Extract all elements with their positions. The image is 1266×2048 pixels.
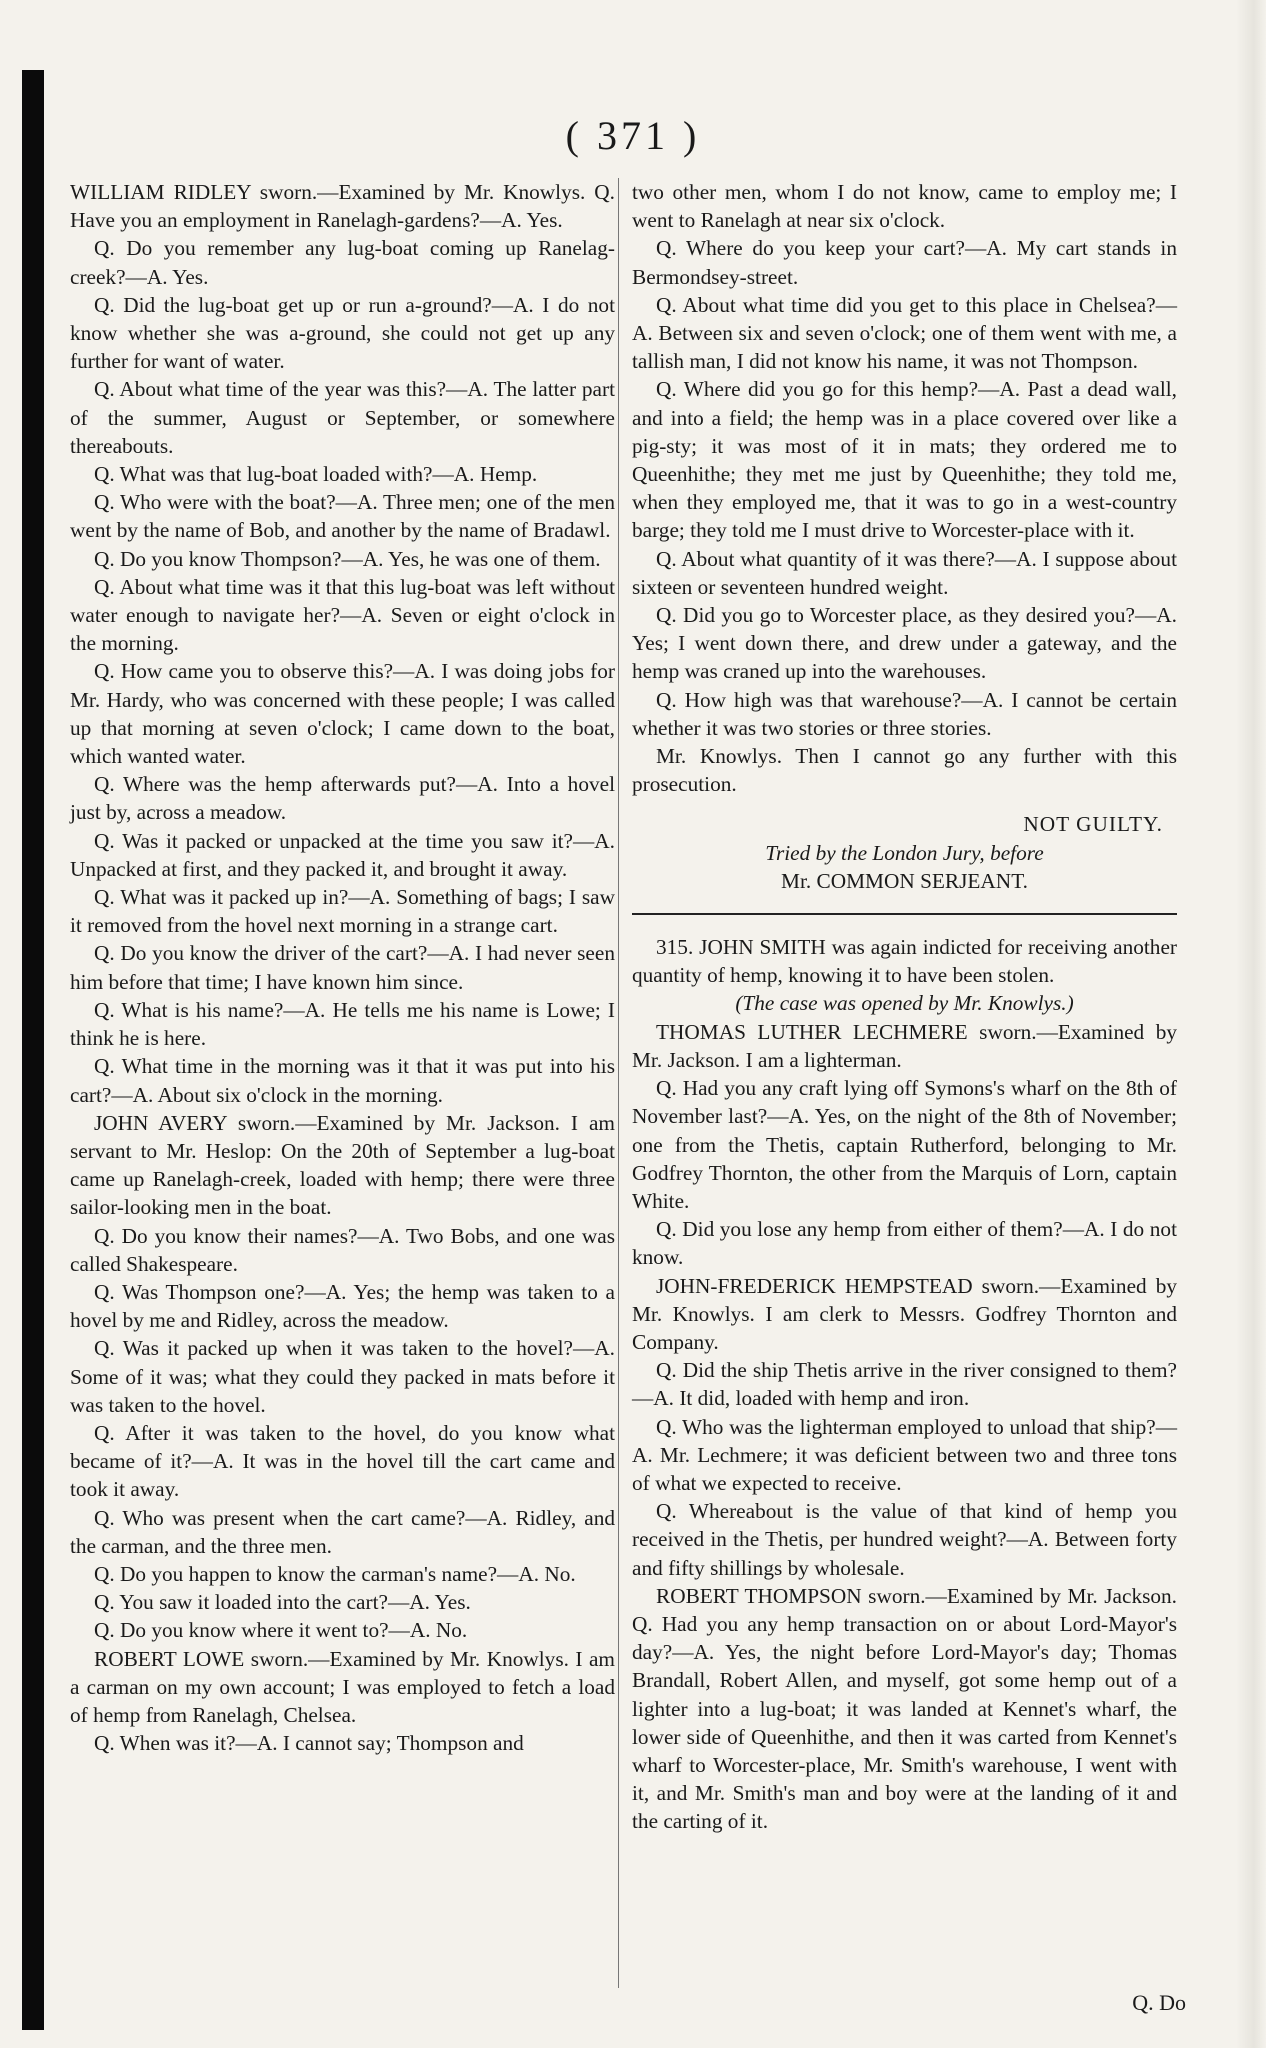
paragraph: Q. Do you remember any lug-boat coming up Ranelag-creek?—A. Yes. xyxy=(70,236,615,289)
page-number: ( 371 ) xyxy=(565,113,701,158)
paragraph: Q. Was Thompson one?—A. Yes; the hemp was taken to a hovel by me and Ridley, across the meadow. xyxy=(70,1279,615,1333)
paragraph: JOHN-FREDERICK HEMPSTEAD sworn.—Examined by Mr. Knowlys. I am clerk to Messrs. Godfrey Thornton and Company. xyxy=(632,1273,1177,1354)
paragraph: Q. About what time did you get to this place in Chelsea?—A. Between six and seven o'clock; one of them went with me, a tallish man, I did not know his name, it was not Thompson. xyxy=(632,292,1177,374)
paragraph: Q. Who were with the boat?—A. Three men; one of the men went by the name of Bob, and another by the name of Bradawl. xyxy=(70,490,615,543)
paragraph: Q. When was it?—A. I cannot say; Thompson and xyxy=(94,1731,524,1756)
paragraph: Q. After it was taken to the hovel, do you know what became of it?—A. It was in the hovel till the cart came and took it away. xyxy=(70,1420,615,1502)
verdict: NOT GUILTY. xyxy=(1023,812,1163,837)
paragraph: Q. About what quantity of it was there?—A. I suppose about sixteen or seventeen hundred weight. xyxy=(632,546,1177,599)
paragraph: Q. How came you to observe this?—A. I was doing jobs for Mr. Hardy, who was concerned with these people; I was called up that morning at seven o'clock; I came down to the boat, which wanted water. xyxy=(70,659,615,769)
paragraph: Mr. Knowlys. Then I cannot go any further with this prosecution. xyxy=(632,744,1177,797)
paragraph: WILLIAM RIDLEY sworn.—Examined by Mr. Knowlys. Q. Have you an employment in Ranelagh-gardens?—A. Yes. xyxy=(70,180,615,233)
paragraph: Q. Where did you go for this hemp?—A. Past a dead wall, and into a field; the hemp was in a place covered over like a pig-sty; it was most of it in mats; they ordered me to Queenhithe; they met me just by Queenhithe; they told me, when they employed me, that it was to go in a west-country barge; they told me I must drive to Worcester-place with it. xyxy=(632,377,1177,543)
paragraph: Q. Where was the hemp afterwards put?—A. Into a hovel just by, across a meadow. xyxy=(70,772,615,825)
paragraph: Q. Did the lug-boat get up or run a-ground?—A. I do not know whether she was a-ground, she could not get up any further for want of water. xyxy=(70,292,615,374)
paragraph: ROBERT THOMPSON sworn.—Examined by Mr. Jackson. Q. Had you any hemp transaction on or about Lord-Mayor's day?—A. Yes, the night before Lord-Mayor's day; Thomas Brandall, Robert Allen, and myself, got some hemp out of a lighter into a lug-boat; it was landed at Kennet's wharf, the lower side of Queenhithe, and then it was carted from Kennet's wharf to Worcester-place, Mr. Smith's warehouse, I went with it, and Mr. Smith's man and boy were at the landing of it and the carting of it. xyxy=(632,1583,1177,1834)
paragraph: Q. Did the ship Thetis arrive in the river consigned to them?—A. It did, loaded with hemp and iron. xyxy=(632,1358,1177,1411)
page-edge-shadow xyxy=(1236,0,1266,2048)
paragraph: Q. About what time of the year was this?—A. The latter part of the summer, August or September, or somewhere thereabouts. xyxy=(70,377,615,458)
book-spine-shadow xyxy=(22,70,44,2030)
paragraph: JOHN AVERY sworn.—Examined by Mr. Jackson. I am servant to Mr. Heslop: On the 20th of September a lug-boat came up Ranelagh-creek, loaded with hemp; there were three sailor-looking men in the boat. xyxy=(70,1110,615,1220)
paragraph: Q. Where do you keep your cart?—A. My cart stands in Bermondsey-street. xyxy=(632,236,1177,289)
paragraph: Q. What time in the morning was it that it was put into his cart?—A. About six o'clock in the morning. xyxy=(70,1054,615,1107)
section-rule xyxy=(632,913,1177,915)
paragraph: THOMAS LUTHER LECHMERE sworn.—Examined by Mr. Jackson. I am a lighterman. xyxy=(632,1019,1177,1072)
paragraph: Q. Did you lose any hemp from either of them?—A. I do not know. xyxy=(632,1217,1177,1270)
catchword: Q. Do xyxy=(1132,1990,1186,2015)
paragraph: Q. You saw it loaded into the cart?—A. Yes. xyxy=(94,1590,471,1615)
left-column xyxy=(70,178,615,1757)
paragraph: Q. What was that lug-boat loaded with?—A. Hemp. xyxy=(94,462,538,487)
case-note: (The case was opened by Mr. Knowlys.) xyxy=(735,991,1074,1016)
paragraph: Q. Whereabout is the value of that kind of hemp you received in the Thetis, per hundred weight?—A. Between forty and fifty shillings by wholesale. xyxy=(632,1499,1177,1580)
paragraph: ROBERT LOWE sworn.—Examined by Mr. Knowlys. I am a carman on my own account; I was employed to fetch a load of hemp from Ranelagh, Chelsea. xyxy=(70,1646,615,1727)
paragraph: Q. Did you go to Worcester place, as they desired you?—A. Yes; I went down there, and drew under a gateway, and the hemp was craned up into the warehouses. xyxy=(632,603,1177,684)
column-divider xyxy=(618,178,619,1988)
paragraph: Q. Do you happen to know the carman's name?—A. No. xyxy=(94,1561,576,1586)
judge: Mr. COMMON SERJEANT. xyxy=(781,868,1028,893)
paragraph: Q. Do you know Thompson?—A. Yes, he was one of them. xyxy=(94,546,601,571)
paragraph: Q. How high was that warehouse?—A. I cannot be certain whether it was two stories or three stories. xyxy=(632,687,1177,740)
paragraph: Q. Do you know the driver of the cart?—A. I had never seen him before that time; I have known him since. xyxy=(70,941,615,994)
paragraph: 315. JOHN SMITH was again indicted for receiving another quantity of hemp, knowing it to have been stolen. xyxy=(632,935,1177,988)
paragraph: Q. About what time was it that this lug-boat was left without water enough to navigate her?—A. Seven or eight o'clock in the morning. xyxy=(70,574,615,656)
right-column xyxy=(632,178,1177,1836)
paragraph: Q. Do you know their names?—A. Two Bobs, and one was called Shakespeare. xyxy=(70,1223,615,1276)
paragraph: Q. Do you know where it went to?—A. No. xyxy=(94,1618,468,1643)
paragraph: Q. Who was the lighterman employed to unload that ship?—A. Mr. Lechmere; it was deficient between two and three tons of what we expected to receive. xyxy=(632,1414,1177,1495)
paragraph: Q. Was it packed or unpacked at the time you saw it?—A. Unpacked at first, and they packed it, and brought it away. xyxy=(70,828,615,881)
tried-by: Tried by the London Jury, before xyxy=(765,840,1044,865)
paragraph: Q. What was it packed up in?—A. Something of bags; I saw it removed from the hovel next morning in a strange cart. xyxy=(70,885,615,938)
paragraph: Q. Who was present when the cart came?—A. Ridley, and the carman, and the three men. xyxy=(70,1505,615,1558)
paragraph: two other men, whom I do not know, came to employ me; I went to Ranelagh at near six o'clock. xyxy=(632,180,1177,233)
paragraph: Q. Had you any craft lying off Symons's wharf on the 8th of November last?—A. Yes, on the night of the 8th of November; one from the Thetis, captain Rutherford, belonging to Mr. Godfrey Thornton, the other from the Marquis of Lorn, captain White. xyxy=(632,1076,1177,1213)
paragraph: Q. What is his name?—A. He tells me his name is Lowe; I think he is here. xyxy=(70,997,615,1051)
paragraph: Q. Was it packed up when it was taken to the hovel?—A. Some of it was; what they could they packed in mats before it was taken to the hovel. xyxy=(70,1336,615,1417)
